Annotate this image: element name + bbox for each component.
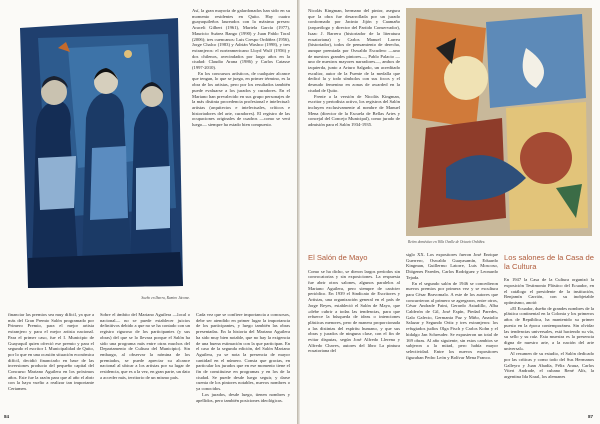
right-col-1b (308, 252, 400, 420)
painting-abstract-svg (406, 8, 592, 236)
left-page (0, 0, 297, 424)
paragraph: Los jurados, desde luego, tienen nombres y apellidos, pero también posiciones ideológicas. (196, 391, 290, 403)
painting-caption-left: Sueño en Ibarra, Ramiro Jácome. (141, 296, 190, 300)
page-number-right: 87 (588, 414, 594, 419)
paragraph: «El Ecuador, dueño de grandes nombres de la plástica continental en la Colonia y los primeros años de República, ha mantenido su primer puesto en la época contemporánea. Sin olvidar las tendencias universales, está haciendo su vía, su sello y su raíz. Esta muestra es la presencia digna de nuestro arte, a la nación del arte universal». (504, 305, 594, 351)
left-col-2 (192, 8, 290, 306)
paragraph: Al resumen de su estudio, el Salón dedicado por las críticas y como todo del Sus Hermanos Galleyro y Juan Abadía, Félix Arauz, Carlos Viteri Andrade, el cubano René Alís, la argentina Ida Kraal, los alemanes (504, 351, 594, 380)
paragraph: En el segundo salón de 1946 se concedieron nuevos premios por primera vez y se escultura para César Bravomalo. A este de los autores que concurrieron al primero se agregaron, entre otros, César Andrade Faini, Gerardo Astudillo, Alba Calderón de Gil, José Espín, Piedad Paredes, Galo Galecio, Germania Paz y Miño, Anatolio Salazar y Segundo Ortiz y tres extranjeros: los refugiados judíos Olga Fisch y Carlos Kohn y el hidalgo Jan Schreuder. Se expusieron un total de 169 obras. Al año siguiente, sin estos cambios se subjeron a la mitad, pero había mayor selectividad. Entre los nuevos expositores figuraban Pedro León y Bolívar Mena Franco. (406, 280, 498, 360)
paragraph: siglo XX. Los expositores fueron José Enrique Guerrero, Oswaldo Guayasamín, Eduardo Kingman, Guillermo Latorre, Luis Moscoso, Diógenes Paredes, Carlos Rodríguez y Leonardo Tejada. (406, 252, 498, 280)
right-col-3 (504, 252, 594, 420)
painting-abstract (406, 8, 592, 236)
right-col-2 (406, 252, 498, 420)
paragraph: En los concursos artísticos, de cualquier alcance que tengan, lo que se juega, en primer término, es la obra de los artistas, pero por los resultados también puede evaluarse a los jurados y curadores. En el Mariano han prevalecido en sus grupo personajes de la más distinta procedencia profesional e intelectual: artistas (arquitectos e intelectuales, críticos e historiadores del arte, curadores). El registro de las ocupaciones originales de cuadros —como se verá luego— siempre ha estado bien compuesto. (192, 70, 290, 128)
paragraph: Cada vez que se confiere importancia a concursos, debe ser atendido en primer lugar la importancia de los participantes, y luego también las obras presentadas. En la historia del Mariano Aguilera ha sido muy bien notable, que no hay la exigencia de una buena estimación con la que participan. En el caso de la segunda edición, del Salón Mariano Aguilera, ya se nota la presencia de mayor cantidad en el número. Consta que gracias, en particular los jurados que en ese momento tiene el fin de constituirse en programas y en los de la ciudad. Se puede desde luego seguir, y darse cuenta de los pintores notables, nuevos nombres o ya conocidos. (196, 312, 290, 392)
left-col-3 (196, 312, 290, 420)
paragraph: Frente a la versión de Nicolás Kingman, escritor y periodista activo, los registros del Salón incluyen exclusivamente al nombre de Manuel Mena (director de la Escuela de Bellas Artes y concejal del Concejo Municipal), como jurado de admisión para el Salón 1934-1935. (308, 93, 400, 128)
paragraph: En 1947 la Casa de la Cultura organizó la exposición Testimonio Plástico del Ecuador, en el catálogo el presidente de la institución, Benjamín Carrión, con su inobjetable optimismo, anotó: (504, 277, 594, 305)
painting-figures-svg (8, 8, 186, 293)
paragraph: Sobre el ámbito del Mariano Aguilera —local o nacional— no se puede establecer juicios definitivos debido a que no se ha contado con un registro riguroso de los participantes (y sus obras) del que se lo llevara porque el Salón ha sido una programa más entre otras muchos del Departamento de Cultura del Municipio). Sin embargo, al observar la nómina de los premiados, se puede apreciar su alcance nacional al ubicar a los artistas por su lugar de residencia, que es a la vez, en gran parte, un dato a acceder más, territorio de un mismo país. (100, 312, 190, 380)
section-heading: Los salones de la Casa de la Cultura (504, 253, 594, 271)
right-page (300, 0, 600, 424)
paragraph: Así, la gran mayoría de galardonados han sido en su momento residentes en Quito. Hay cuatro guayaquileños laureados con la máxima presea: Araceli Gilbert (1961), Mariela García (1977), Mauricio Suárez Bango (1990) y Juan Pablo Toral (2006); tres cuencanos: Luis Crespo Ordóñez (1956), Jorge Chalco (1983) y Adrián Washco (1998), y tres extranjeros: el norteamericano Lloyd Wulf (1956) y dos chilenos, avecindados por largo años en la ciudad: Claudio Arana (1986) y Carlos Catasse (1997-2010). (192, 8, 290, 71)
left-col-2b (100, 312, 190, 420)
section-heading: El Salón de Mayo (308, 253, 368, 262)
paragraph: Como se ha dicho, se dieron largos períodos sin convocatorias y sin exposiciones. La respuesta fue abrir otros salones, algunos paralelos al Mariano Aguilera, pero siempre de carácter periódico. En 1939 el Sindicato de Escritores y Artistas, una organización general en el país de Jorge Reyes, estableció el Salón de Mayo, que «debe cubrir a todas las tendencias, para que refuerce la búsqueda de ideas o intenciones plásticas menores, pero de manera proporcionada a las distintas del espíritu humano, y que sus obras y jurados de ninguna clase, con el fin de evitar disputas, según José Alfredo Llerena y Alfredo Chaves, autores del libro La pintura ecuatoriana del (308, 268, 400, 354)
page-number-left: 84 (4, 414, 10, 419)
left-col-1 (8, 312, 94, 420)
paragraph: Nicolás Kingman, hermano del pintor, asegura que la obra fue desarrollada por un jurado conformado por Jacinto Jijón y Caamaño (arqueólogo y director del Partido Conservador), Isaac J. Barrera (historiador de la literatura ecuatoriana) y Carlos Manuel Larrea (historiador), todos de pensamiento de derecha, aunque premiada por Oswaldo Escudero —uno de nuestros grandes pintores—, Pablo Palacio —uno de nuestros mayores narradores—, ambos de izquierda, junto a Arturo Salgado, un acreditado escultor, autor de la Fuente de la medalla que dedicó la y todo símbolos con sus focos y el desnudo femenino en zonas de awarded en la ciudad de Quito. (308, 8, 400, 93)
right-col-1a (308, 8, 400, 248)
paragraph: financiar las premios sea muy difícil, ya que a más del Gran Premio Salón programado por Primero Premio, para el mejor artista extranjero y para el mejor artista nacional. Para el primer caso, fue el I. Municipio de Guayaquil quien ofreció ese premio y para el segundo el escritor I. Municipalidad de Quito, por lo que en una ocasión situación económica difícil, decidió financiarlo en base de las inversiones producto del pequeño capital del Concurso Mariano Aguilera en los próximos años. Este fue la razón para que al año el abrir con la haya vuelto a realizar tan importante Certamen. (8, 312, 94, 392)
painting-figures (8, 8, 186, 293)
painting-caption-right: Retiro doméstico en Villa Ovalle de Octavio Ordóñez. (408, 240, 486, 244)
